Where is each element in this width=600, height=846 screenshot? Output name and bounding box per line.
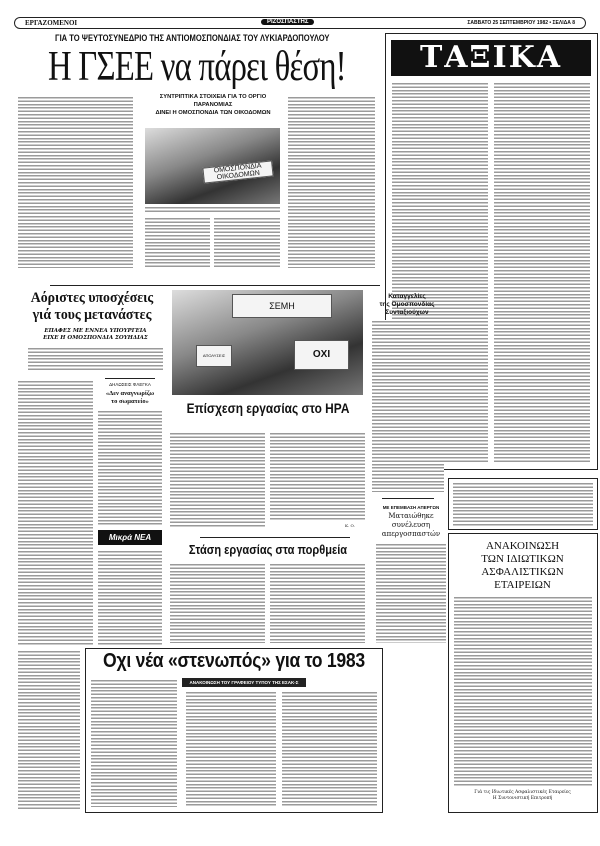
lead-subtitle — [143, 93, 283, 117]
insurance-title — [449, 540, 596, 592]
protest-sign: ΑΠΟΛΥΣΕΙΣ — [196, 345, 232, 367]
date-page: ΣΑΒΒΑΤΟ 25 ΣΕΠΤΕΜΒΡΙΟΥ 1982 • ΣΕΛΙΔΑ 8 — [467, 20, 575, 26]
migrants-body — [18, 380, 93, 645]
taxika-col2 — [494, 82, 590, 462]
ferries-col2 — [270, 563, 365, 643]
strikers-title2: συνέλευση — [391, 521, 431, 529]
mikra-nea-title: Μικρά ΝΕΑ — [98, 530, 162, 545]
esak-box — [85, 648, 383, 813]
insurance-sign1: Γιά τις Ιδιωτικές Ασφαλιστικές Εταιρείες — [474, 790, 571, 795]
strikers-title3: απεργοσπαστών — [381, 530, 441, 538]
esak-label: ΑΝΑΚΟΙΝΩΣΗ ΤΟΥ ΓΡΑΦΕΙΟΥ ΤΥΠΟΥ ΤΗΣ ΕΣΑΚ-Σ — [182, 678, 306, 687]
page-header — [14, 17, 586, 29]
lead-headline: Η ΓΣΕΕ να πάρει θέση! — [48, 44, 346, 90]
lead-body-col3 — [214, 217, 280, 267]
lead-sub1: ΣΥΝΤΡΙΠΤΙΚΑ ΣΤΟΙΧΕΙΑ ΓΙΑ ΤΟ ΟΡΓΙΟ ΠΑΡΑΝΟΜΙΑΣ — [159, 94, 267, 108]
protest-photo — [172, 290, 363, 395]
migrants-sub2: ΕΙΧΕ Η ΟΜΟΣΠΟΝΔΙΑ ΣΟΥΗΔΙΑΣ — [43, 335, 148, 341]
brief-text — [453, 482, 593, 526]
protest-sign: ΟΧΙ — [294, 340, 349, 370]
pensioners-title1: Καταγγελίες — [388, 293, 426, 300]
flegas-body — [98, 410, 162, 525]
hra-col1 — [170, 432, 265, 527]
ferries-headline: Στάση εργασίας στα πορθμεία — [188, 542, 347, 557]
photo-sign: ΟΜΟΣΠΟΝΔΙΑ ΟΙΚΟΔΟΜΩΝ — [202, 160, 273, 183]
hra-headline-wrap — [170, 400, 365, 420]
taxika-title: ΤΑΞΙΚΑ — [391, 40, 591, 76]
migrants-sub — [28, 328, 163, 342]
insurance-title2: ΤΩΝ ΙΔΙΩΤΙΚΩΝ — [481, 553, 564, 565]
insurance-signature — [449, 790, 596, 802]
mikra-nea-body — [98, 550, 162, 645]
pensioners-title2: της Ομοσπονδίας — [379, 301, 435, 308]
esak-col3 — [282, 691, 377, 807]
divider — [105, 378, 155, 379]
paper-name: ΡΙΖΟΣΠΑΣΤΗΣ — [261, 19, 314, 25]
insurance-title3: ΑΣΦΑΛΙΣΤΙΚΩΝ — [481, 566, 564, 578]
flegas-title1: «Δεν αναγνωρίζω — [105, 390, 155, 397]
esak-col2 — [186, 691, 276, 807]
hra-headline: Επίσχεση εργασίας στο ΗΡΑ — [186, 400, 349, 416]
insurance-title4: ΕΤΑΙΡΕΙΩΝ — [494, 579, 551, 591]
pensioners-title3: Συνταξιούχων — [385, 309, 429, 316]
hra-col2 — [270, 432, 365, 520]
strikers-body — [376, 543, 446, 643]
migrants-headline-1: Αόριστες υποσχέσεις — [30, 290, 154, 306]
flegas-title2: το σωματείο» — [111, 398, 149, 405]
lead-body-col2 — [145, 217, 210, 267]
divider — [200, 537, 350, 538]
migrants-headline-2: γιά τους μετανάστες — [32, 307, 152, 323]
migrants-lead — [28, 347, 163, 372]
migrants-headline — [16, 290, 168, 326]
insurance-sign2: Η Συντονιστική Επιτροπή — [492, 796, 553, 801]
left-bottom-body — [18, 650, 80, 810]
ferries-headline-wrap — [170, 542, 365, 560]
banner-sign: ΣΕΜΗ — [232, 294, 332, 318]
hra-signature: Κ. Ο. — [345, 523, 356, 528]
flegas-title — [96, 390, 164, 406]
ferries-col1 — [170, 563, 265, 643]
lead-kicker: ΓΙΑ ΤΟ ΨΕΥΤΟΣΥΝΕΔΡΙΟ ΤΗΣ ΑΝΤΙΟΜΟΣΠΟΝΔΙΑΣ ΤΟΥ ΛΥΚΙΑΡΔΟΠΟΥΛΟΥ — [55, 33, 330, 44]
pensioners-body — [372, 320, 444, 492]
photo-caption — [145, 206, 280, 214]
brief-box — [448, 478, 598, 530]
esak-col1 — [91, 679, 177, 807]
divider — [382, 498, 434, 499]
insurance-announcement — [448, 533, 598, 813]
lead-body-col1 — [18, 96, 133, 268]
strikers-title1: Ματαιώθηκε — [388, 512, 434, 520]
strikers-kicker: ΜΕ ΕΠΕΜΒΑΣΗ ΑΠΕΡΓΩΝ — [382, 505, 440, 510]
flegas-kicker: ΔΗΛΩΣΕΙΣ ΦΛΕΓΚΑ — [109, 382, 151, 387]
pensioners-title — [368, 293, 446, 317]
lead-sub2: ΔΙΝΕΙ Η ΟΜΟΣΠΟΝΔΙΑ ΤΩΝ ΟΙΚΟΔΟΜΩΝ — [155, 110, 271, 116]
strikers-title — [372, 512, 450, 539]
migrants-sub1: ΕΠΑΦΕΣ ΜΕ ΕΝΝΕΑ ΥΠΟΥΡΓΕΙΑ — [44, 328, 147, 334]
construction-workers-photo — [145, 128, 280, 204]
insurance-body — [454, 596, 592, 786]
lead-body-col4 — [288, 96, 375, 268]
insurance-title1: ΑΝΑΚΟΙΝΩΣΗ — [485, 540, 560, 552]
section-name: ΕΡΓΑΖΟΜΕΝΟΙ — [25, 19, 78, 27]
esak-headline: Οχι νέα «στενωπός» για το 1983 — [103, 650, 365, 672]
divider — [50, 285, 380, 286]
